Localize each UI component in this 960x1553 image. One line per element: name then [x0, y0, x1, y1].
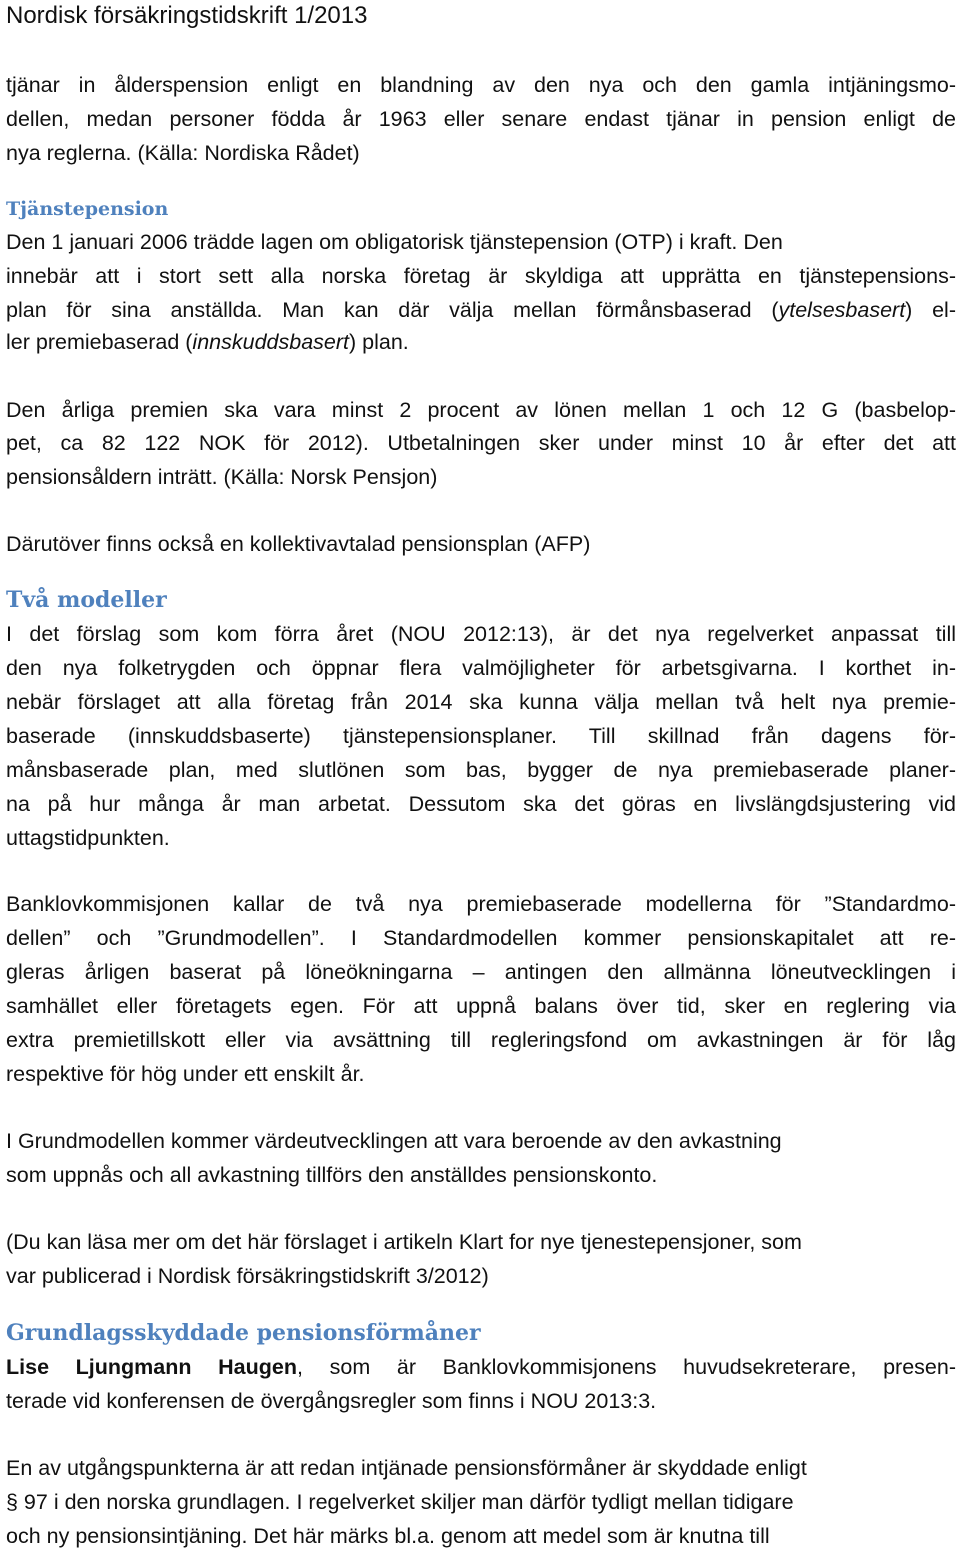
italic-term: ytelsesbasert [778, 298, 906, 322]
paragraph-line: I Grundmodellen kommer värdeutvecklingen att vara beroende av den avkastning [6, 1129, 782, 1153]
paragraph-line: som uppnås och all avkastning tillförs den anställdes pensionskonto. [6, 1163, 658, 1187]
text-run: ler premiebaserad ( [6, 330, 193, 354]
paragraph-line: uttagstidpunkten. [6, 826, 170, 850]
paragraph-line: § 97 i den norska grundlagen. I regelverket skiljer man därför tydligt mellan tidigare [6, 1490, 794, 1514]
paragraph-line: na på hur många år man arbetat. Dessutom ska det göras en livslängdsjustering vid [6, 792, 956, 816]
paragraph-line [6, 296, 956, 324]
section-heading-grundlag: Grundlagsskyddade pensionsförmåner [6, 1320, 481, 1346]
person-name: Lise Ljungmann Haugen [6, 1355, 297, 1379]
paragraph-line: Banklovkommisjonen kallar de två nya premiebaserade modellerna för ”Standardmo- [6, 892, 956, 916]
text-run: ) plan. [349, 330, 409, 354]
paragraph-line: månsbaserade plan, med slutlönen som bas, bygger de nya premiebaserade planer- [6, 758, 956, 782]
paragraph-line: dellen, medan personer födda år 1963 eller senare endast tjänar in pension enligt de [6, 107, 956, 131]
journal-title: Nordisk försäkringstidskrift 1/2013 [6, 2, 368, 29]
paragraph-line: dellen” och ”Grundmodellen”. I Standardmodellen kommer pensionskapitalet att re- [6, 926, 956, 950]
paragraph-line: nebär förslaget att alla företag från 2014 ska kunna välja mellan två helt nya premie- [6, 690, 956, 714]
paragraph-line: extra premietillskott eller via avsättning till regleringsfond om avkastningen är för låg [6, 1028, 956, 1052]
paragraph-line: Därutöver finns också en kollektivavtalad pensionsplan (AFP) [6, 532, 591, 556]
section-heading-tva-modeller: Två modeller [6, 587, 167, 613]
section-heading-tjanstepension: Tjänstepension [6, 198, 169, 220]
paragraph-line: var publicerad i Nordisk försäkringstidskrift 3/2012) [6, 1264, 489, 1288]
paragraph-line [6, 1353, 956, 1381]
paragraph-line: terade vid konferensen de övergångsregler som finns i NOU 2013:3. [6, 1389, 657, 1413]
paragraph-line: nya reglerna. (Källa: Nordiska Rådet) [6, 141, 360, 165]
paragraph-line: pensionsåldern inträtt. (Källa: Norsk Pensjon) [6, 465, 438, 489]
paragraph-line: respektive för hög under ett enskilt år. [6, 1062, 365, 1086]
paragraph-line: innebär att i stort sett alla norska företag är skyldiga att upprätta en tjänstepensions- [6, 264, 956, 288]
paragraph-line: gleras årligen baserat på löneökningarna – antingen den allmänna löneutvecklingen i [6, 960, 956, 984]
italic-term: innskuddsbasert [192, 330, 349, 354]
paragraph-line: tjänar in ålderspension enligt en blandning av den nya och den gamla intjäningsmo- [6, 73, 956, 97]
text-run: plan för sina anställda. Man kan där välja mellan förmånsbaserad ( [6, 298, 779, 322]
paragraph-line: och ny pensionsintjäning. Det här märks bl.a. genom att medel som är knutna till [6, 1524, 770, 1548]
paragraph-line [6, 328, 956, 356]
paragraph-line: (Du kan läsa mer om det här förslaget i artikeln Klart for nye tjenestepensjoner, som [6, 1230, 802, 1254]
paragraph-line: Den årliga premien ska vara minst 2 procent av lönen mellan 1 och 12 G (basbelop- [6, 398, 956, 422]
paragraph-line: pet, ca 82 122 NOK för 2012). Utbetalningen sker under minst 10 år efter det att [6, 431, 956, 455]
paragraph-line: samhället eller företagets egen. För att uppnå balans över tid, sker en reglering via [6, 994, 956, 1018]
paragraph-line: den nya folketrygden och öppnar flera valmöjligheter för arbetsgivarna. I korthet in- [6, 656, 956, 680]
paragraph-line: baserade (innskuddsbaserte) tjänstepensionsplaner. Till skillnad från dagens för- [6, 724, 956, 748]
paragraph-line: Den 1 januari 2006 trädde lagen om obligatorisk tjänstepension (OTP) i kraft. Den [6, 230, 783, 254]
text-run: ) el- [905, 298, 956, 322]
paragraph-line: I det förslag som kom förra året (NOU 2012:13), är det nya regelverket anpassat till [6, 622, 956, 646]
paragraph-line: En av utgångspunkterna är att redan intjänade pensionsförmåner är skyddade enligt [6, 1456, 807, 1480]
text-run: , som är Banklovkommisjonens huvudsekreterare, presen- [297, 1355, 956, 1379]
